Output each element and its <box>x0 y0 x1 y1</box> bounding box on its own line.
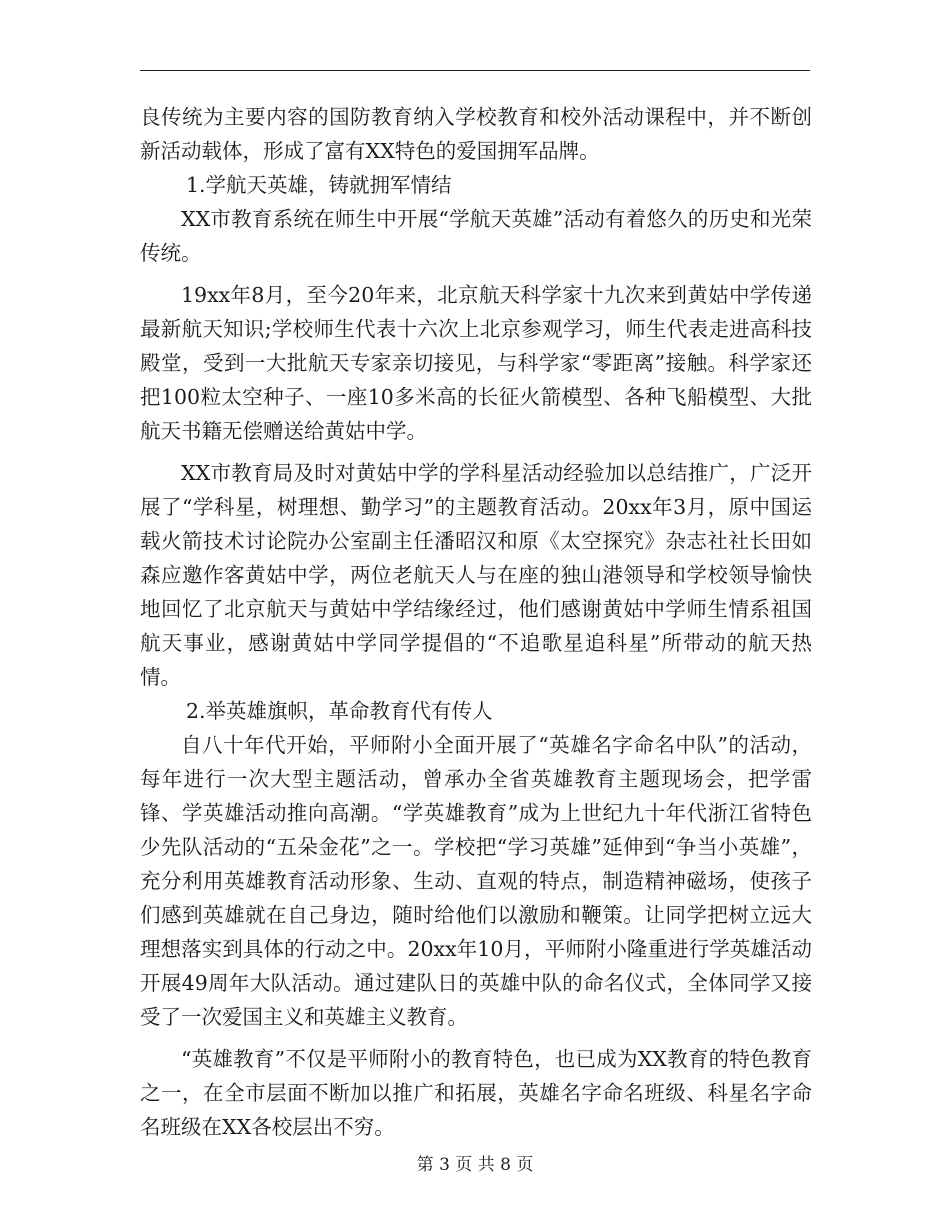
header-rule <box>140 70 810 71</box>
paragraph: XX市教育系统在师生中开展“学航天英雄”活动有着悠久的历史和光荣传统。 <box>140 207 812 265</box>
paragraph: 19xx年8月，至今20年来，北京航天科学家十九次来到黄姑中学传递最新航天知识;学校师生代表十六次上北京参观学习，师生代表走进高科技殿堂，受到一大批航天专家亲切接见，与科学家“零距离”接触。科学家还把100粒太空种子、一座10多米高的长征火箭模型、各种飞船模型、大批航天书籍无偿赠送给黄姑中学。 <box>140 283 812 443</box>
section-heading-1: 1.学航天英雄，铸就拥军情结 <box>186 173 452 197</box>
paragraph-continuation: 良传统为主要内容的国防教育纳入学校教育和校外活动课程中，并不断创新活动载体，形成了富有XX特色的爱国拥军品牌。 <box>140 105 812 163</box>
section-heading-2: 2.举英雄旗帜，革命教育代有传人 <box>186 699 493 723</box>
paragraph: “英雄教育”不仅是平师附小的教育特色，也已成为XX教育的特色教育之一，在全市层面不断加以推广和拓展，英雄名字命名班级、科星名字命名班级在XX各校层出不穷。 <box>140 1047 812 1139</box>
page-number: 第 3 页 共 8 页 <box>416 1155 534 1175</box>
body-text <box>140 100 812 1144</box>
paragraph: 自八十年代开始，平师附小全面开展了“英雄名字命名中队”的活动，每年进行一次大型主题活动，曾承办全省英雄教育主题现场会，把学雷锋、学英雄活动推向高潮。“学英雄教育”成为上世纪九十年代浙江省特色少先队活动的“五朵金花”之一。学校把“学习英雄”延伸到“争当小英雄”，充分利用英雄教育活动形象、生动、直观的特点，制造精神磁场，使孩子们感到英雄就在自己身边，随时给他们以激励和鞭策。让同学把树立远大理想落实到具体的行动之中。20xx年10月，平师附小隆重进行学英雄活动开展49周年大队活动。通过建队日的英雄中队的命名仪式，全体同学又接受了一次爱国主义和英雄主义教育。 <box>140 733 812 1029</box>
paragraph: XX市教育局及时对黄姑中学的学科星活动经验加以总结推广，广泛开展了“学科星，树理想、勤学习”的主题教育活动。20xx年3月，原中国运载火箭技术讨论院办公室副主任潘昭汉和原《太空探究》杂志社社长田如森应邀作客黄姑中学，两位老航天人与在座的独山港领导和学校领导愉快地回忆了北京航天与黄姑中学结缘经过，他们感谢黄姑中学师生情系祖国航天事业，感谢黄姑中学同学提倡的“不追歌星追科星”所带动的航天热情。 <box>140 461 812 689</box>
